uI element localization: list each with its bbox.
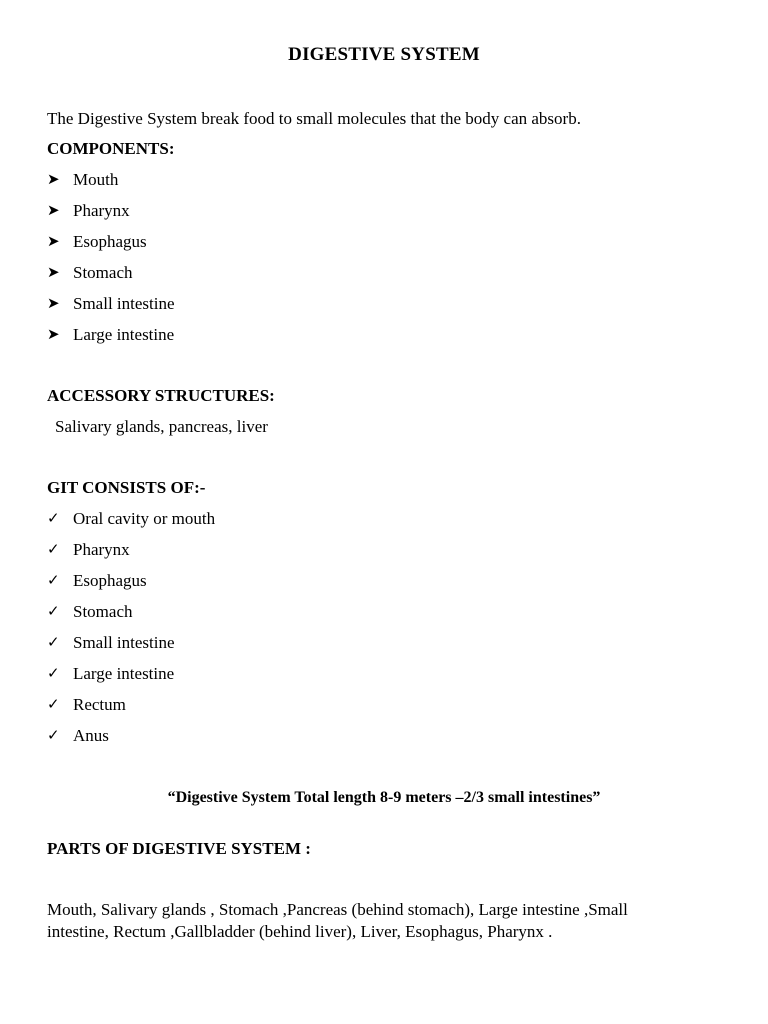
arrowhead-bullet-icon: ➤ xyxy=(47,327,60,343)
checkmark-bullet-icon: ✓ xyxy=(47,573,60,589)
accessory-text: Salivary glands, pancreas, liver xyxy=(55,417,268,436)
list-item-label: Stomach xyxy=(73,263,133,282)
checkmark-bullet-icon: ✓ xyxy=(47,666,60,682)
git-heading: GIT CONSISTS OF:- xyxy=(47,478,206,497)
list-item-label: Rectum xyxy=(73,695,126,714)
list-item-label: Pharynx xyxy=(73,540,130,559)
accessory-heading: ACCESSORY STRUCTURES: xyxy=(47,386,275,405)
components-heading: COMPONENTS: xyxy=(47,139,175,158)
parts-heading: PARTS OF DIGESTIVE SYSTEM : xyxy=(47,839,311,858)
list-item-label: Pharynx xyxy=(73,201,130,220)
arrowhead-bullet-icon: ➤ xyxy=(47,234,60,250)
list-item-label: Stomach xyxy=(73,602,133,621)
parts-text: Mouth, Salivary glands , Stomach ,Pancreas (behind stomach), Large intestine ,Small intestine, Rectum ,Gallbladder (behind liver), Liver, Esophagus, Pharynx . xyxy=(47,900,628,941)
checkmark-bullet-icon: ✓ xyxy=(47,635,60,651)
arrowhead-bullet-icon: ➤ xyxy=(47,296,60,312)
length-quote: “Digestive System Total length 8-9 meters –2/3 small intestines” xyxy=(167,789,601,806)
list-item-label: Oral cavity or mouth xyxy=(73,509,216,528)
list-item-label: Small intestine xyxy=(73,633,175,652)
checkmark-bullet-icon: ✓ xyxy=(47,728,60,744)
arrowhead-bullet-icon: ➤ xyxy=(47,265,60,281)
list-item-label: Small intestine xyxy=(73,294,175,313)
arrowhead-bullet-icon: ➤ xyxy=(47,203,60,219)
list-item-label: Anus xyxy=(73,726,109,745)
arrowhead-bullet-icon: ➤ xyxy=(47,172,60,188)
list-item-label: Large intestine xyxy=(73,325,175,344)
checkmark-bullet-icon: ✓ xyxy=(47,604,60,620)
checkmark-bullet-icon: ✓ xyxy=(47,697,60,713)
list-item-label: Esophagus xyxy=(73,232,147,251)
checkmark-bullet-icon: ✓ xyxy=(47,511,60,527)
intro-text: The Digestive System break food to small molecules that the body can absorb. xyxy=(47,109,581,128)
list-item-label: Mouth xyxy=(73,170,119,189)
list-item-label: Large intestine xyxy=(73,664,175,683)
checkmark-bullet-icon: ✓ xyxy=(47,542,60,558)
page-title: DIGESTIVE SYSTEM xyxy=(288,44,480,65)
list-item-label: Esophagus xyxy=(73,571,147,590)
